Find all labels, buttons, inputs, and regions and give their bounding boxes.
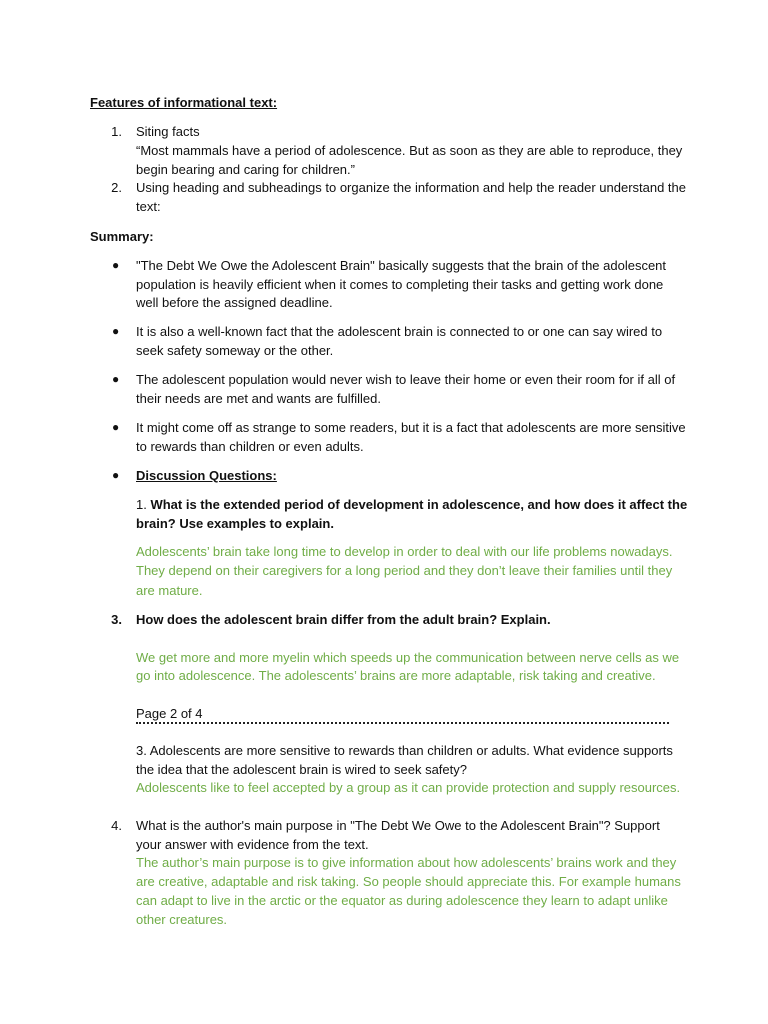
question-4-number: 4. xyxy=(111,818,122,833)
bullet-text: It is also a well-known fact that the adolescent brain is connected to or one can say wired to xyxy=(136,324,663,339)
answer-3-text: We get more and more myelin which speeds up the communication between nerve cells as we xyxy=(136,650,680,665)
bullet-icon: ● xyxy=(112,420,120,434)
list-number: 1. xyxy=(111,124,122,139)
features-heading: Features of informational text: xyxy=(90,95,278,110)
list-number: 2. xyxy=(111,180,122,195)
bullet-text: It might come off as strange to some readers, but it is a fact that adolescents are more sensitive xyxy=(136,420,686,435)
question-3-text: How does the adolescent brain differ from the adult brain? Explain. xyxy=(136,612,551,627)
answer-1-text: They depend on their caregivers for a long period and they don’t leave their families until they xyxy=(136,563,673,578)
bullet-text: their needs are met and wants are fulfilled. xyxy=(136,391,381,406)
question-3b-text: the idea that the adolescent brain is wired to seek safety? xyxy=(136,762,467,777)
question-4-text: your answer with evidence from the text. xyxy=(136,837,369,852)
question-4-text: What is the author's main purpose in "The Debt We Owe to the Adolescent Brain"? Support xyxy=(136,818,660,833)
answer-4-text: can adapt to live in the arctic or the equator as during adolescence they learn to adapt unlike xyxy=(136,893,668,908)
answer-3b-text: Adolescents like to feel accepted by a group as it can provide protection and supply resources. xyxy=(136,780,681,795)
question-1-text: brain? Use examples to explain. xyxy=(136,516,334,531)
discussion-heading: Discussion Questions: xyxy=(136,468,277,483)
bullet-icon: ● xyxy=(112,258,120,272)
question-1-text: What is the extended period of development in adolescence, and how does it affect the xyxy=(150,497,688,512)
list-item-text: “Most mammals have a period of adolescence. But as soon as they are able to reproduce, they xyxy=(136,143,683,158)
summary-heading: Summary: xyxy=(90,229,154,244)
bullet-text: to rewards than children or even adults. xyxy=(136,439,364,454)
list-item-text: text: xyxy=(136,199,161,214)
list-item-text: Using heading and subheadings to organize the information and help the reader understand the xyxy=(136,180,687,195)
question-1-line xyxy=(136,495,687,514)
page-number-label: Page 2 of 4 xyxy=(136,706,203,721)
list-item-text: begin bearing and caring for children.” xyxy=(136,162,355,177)
answer-1-text: Adolescents’ brain take long time to develop in order to deal with our life problems nowadays. xyxy=(136,544,673,559)
list-item-text: Siting facts xyxy=(136,124,200,139)
answer-4-text: other creatures. xyxy=(136,912,228,927)
bullet-text: well before the assigned deadline. xyxy=(136,295,333,310)
question-1-number: 1. xyxy=(136,497,151,512)
question-3-number: 3. xyxy=(111,612,122,627)
answer-4-text: The author’s main purpose is to give information about how adolescents’ brains work and they xyxy=(136,855,677,870)
bullet-text: The adolescent population would never wish to leave their home or even their room for if all of xyxy=(136,372,676,387)
answer-3-text: go into adolescence. The adolescents’ brains are more adaptable, risk taking and creative. xyxy=(136,668,656,683)
bullet-text: population is heavily efficient when it comes to completing their tasks and getting work done xyxy=(136,277,664,292)
bullet-icon: ● xyxy=(112,468,120,482)
bullet-icon: ● xyxy=(112,324,120,338)
bullet-icon: ● xyxy=(112,372,120,386)
bullet-text: "The Debt We Owe the Adolescent Brain" basically suggests that the brain of the adolescent xyxy=(136,258,667,273)
page-divider xyxy=(136,722,669,724)
question-3b-text: 3. Adolescents are more sensitive to rewards than children or adults. What evidence supports xyxy=(136,743,673,758)
answer-1-text: are mature. xyxy=(136,583,203,598)
answer-4-text: are creative, adaptable and risk taking. So people should appreciate this. For example humans xyxy=(136,874,681,889)
bullet-text: seek safety someway or the other. xyxy=(136,343,334,358)
